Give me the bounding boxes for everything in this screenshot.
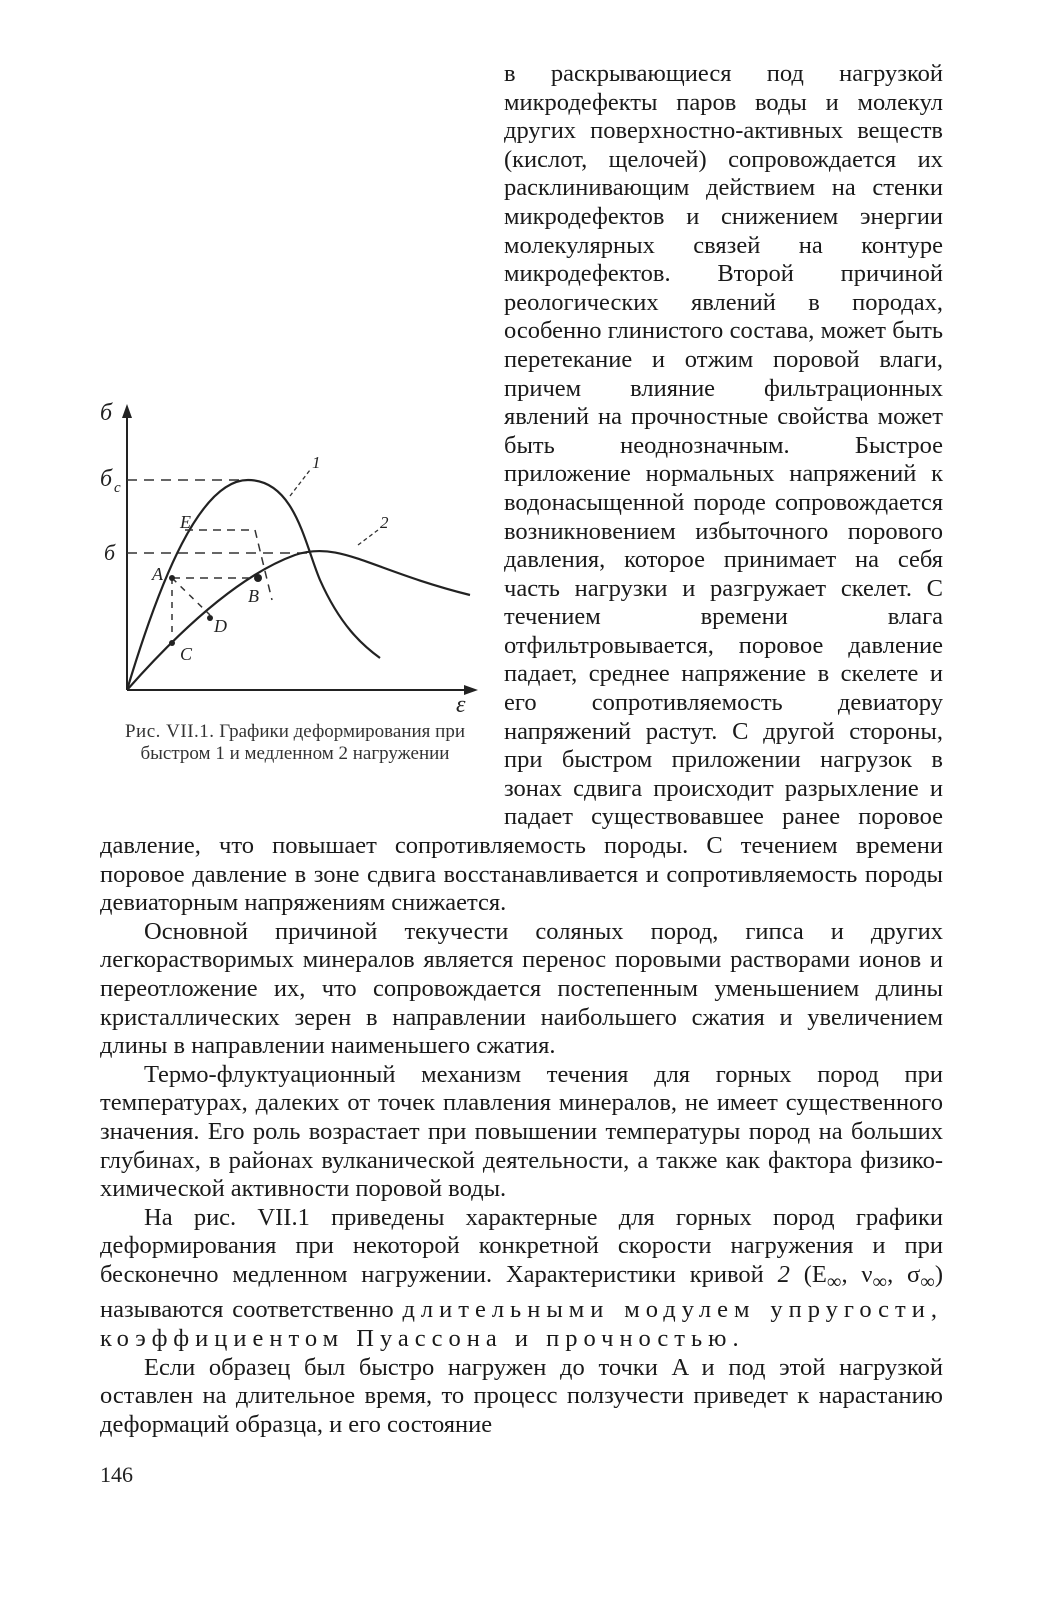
page-number: 146 xyxy=(100,1462,133,1487)
curve-2-label: 2 xyxy=(380,513,389,532)
p4-sub-3: ∞ xyxy=(920,1270,935,1293)
point-a-label: A xyxy=(152,564,163,584)
paragraph-1: в раскрывающиеся под нагрузкой микродефекты паров воды и молекул других поверхностно-активных веществ (кислот, щелочей) сопровождается их расклинивающим действием на стенки микродефектов и снижением энергии молекулярных связей на контуре микродефектов. Второй причиной реологических явлений в породах, особенно глинистого состава, может быть перетекание и отжим поровой влаги, причем влияние фильтрационных явлений на прочностные свойства может быть неоднозначным. Быстрое приложение нормальных напряжений к водонасыщенной породе сопровождается возникновением избыточного порового давления, которое принимает на себя часть нагрузки и разгружает скелет. С течением времени влага отфильтровывается, поровое давление падает, среднее напряжение в скелете и его сопротивляемость девиатору напряжений растут. С другой стороны, при быстром приложении нагрузок в зонах сдвига происходит разрыхление и падает существовавшее ранее поровое давление, что повышает сопротивляемость породы. С течением времени поровое давление в зоне сдвига восстанавливается и сопротивляемость породы девиаторным напряжениям снижается. xyxy=(100,60,943,917)
p4-sub-1: ∞ xyxy=(826,1270,842,1293)
p4-part-a: На рис. VII.1 приведены характерные для горных пород графики деформирования при некоторой конкретной скорости нагружения и при бесконечно медленном нагружении. Характеристики кривой xyxy=(100,1203,943,1288)
p4-part-b: (E xyxy=(789,1260,827,1288)
point-b-label: B xyxy=(248,586,259,606)
paragraph-3: Термо-флуктуационный механизм течения для горных пород при температурах, далеких от точек плавления минералов, не имеет существенного значения. Его роль возрастает при повышении температуры пород на больших глубинах, в районах вулканической деятельности, а также как фактора физико-химической активности поровой воды. xyxy=(100,1060,943,1203)
paragraph-5: Если образец был быстро нагружен до точки A и под этой нагрузкой оставлен на длительное время, то процесс ползучести приведет к нарастанию деформаций образца, и его состояние xyxy=(100,1353,943,1438)
p4-sub-2: ∞ xyxy=(872,1270,888,1293)
p4-spaced-terms: длительными модулем упругости, коэффициентом Пуассона и прочностью xyxy=(100,1296,943,1353)
sigma-c-subscript: c xyxy=(114,480,121,496)
point-d-label: D xyxy=(214,616,227,636)
axis-x-label: ε xyxy=(456,692,466,715)
sigma-label: б xyxy=(104,540,116,565)
p4-end: . xyxy=(732,1325,739,1353)
point-e-label: E xyxy=(180,512,191,532)
figure-vii-1 xyxy=(100,400,490,815)
figure-caption xyxy=(100,721,490,765)
p4-curve-number: 2 xyxy=(777,1260,790,1288)
point-c-label: C xyxy=(180,644,193,664)
deformation-graph xyxy=(100,400,490,715)
axis-y-label: б xyxy=(100,400,113,426)
p4-part-h: ) называются соответственно xyxy=(100,1260,943,1324)
paragraph-4 xyxy=(100,1204,943,1354)
text-with-figure xyxy=(100,60,943,1061)
caption-text: Графики деформирования при быстром 1 и медленном 2 нагружении xyxy=(140,721,465,764)
sigma-c-label: б xyxy=(100,466,113,492)
paragraph-2: Основной причиной текучести соляных пород, гипса и других легкорастворимых минералов является перенос поровыми растворами ионов и переотложение их, что сопровождается постепенным уменьшением длины кристаллических зерен в направлении наибольшего сжатия и увеличением длины в направлении наименьшего сжатия. xyxy=(100,917,943,1060)
curve-1-label: 1 xyxy=(312,453,321,472)
p4-part-d: , ν xyxy=(841,1260,873,1288)
page-body xyxy=(100,60,943,1439)
p4-part-f: , σ xyxy=(887,1260,921,1288)
caption-label: Рис. VII.1. xyxy=(124,721,215,742)
